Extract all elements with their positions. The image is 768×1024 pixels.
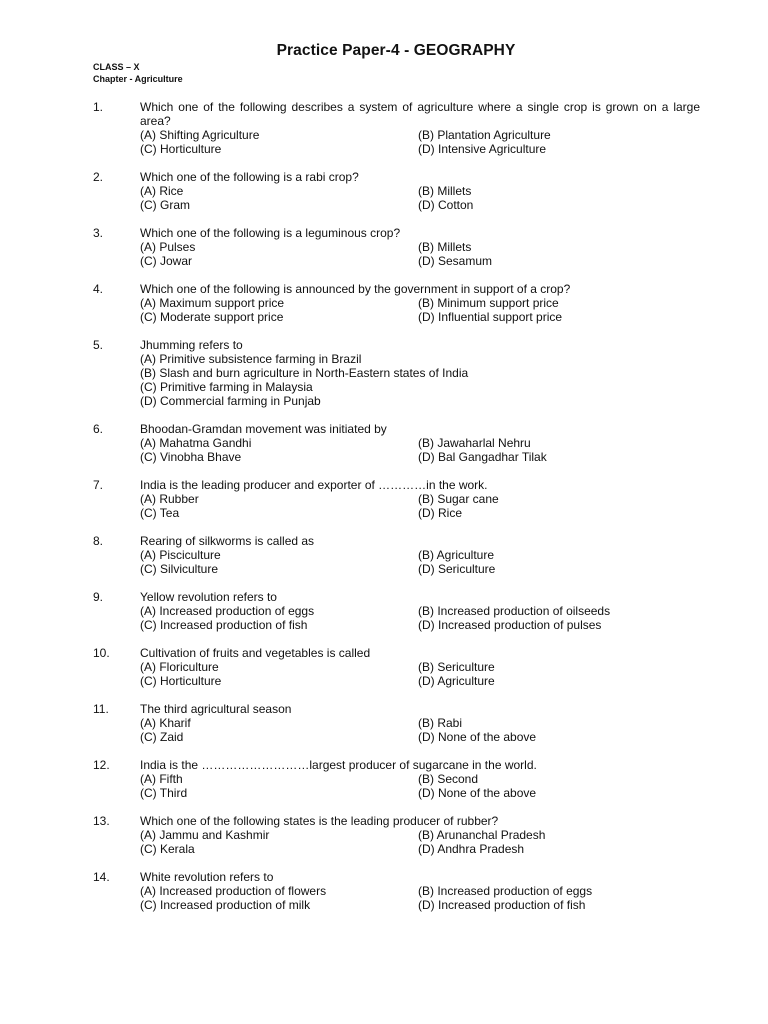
option-row: [140, 184, 768, 198]
answer-options: [140, 436, 768, 464]
option-row: [140, 310, 768, 324]
question-item: [0, 814, 768, 856]
option-row: [140, 506, 768, 520]
answer-option: (D) Andhra Pradesh: [418, 842, 525, 856]
answer-option: (A) Maximum support price: [140, 296, 285, 310]
option-row: [140, 296, 768, 310]
option-row: [140, 828, 768, 842]
answer-option: (B) Rabi: [418, 716, 463, 730]
answer-option: (D) Bal Gangadhar Tilak: [418, 450, 547, 464]
answer-options: [140, 184, 768, 212]
answer-option: (A) Increased production of eggs: [140, 604, 315, 618]
answer-options: [140, 884, 768, 912]
chapter-label: Chapter - Agriculture: [93, 73, 183, 84]
answer-option: (D) Increased production of fish: [418, 898, 586, 912]
question-text: Which one of the following describes a system of agriculture where a single crop is grown on a large area?: [140, 100, 700, 128]
answer-option: (C) Zaid: [140, 730, 184, 744]
answer-option: (D) Influential support price: [418, 310, 563, 324]
question-text: India is the ………………………largest producer of sugarcane in the world.: [140, 758, 537, 772]
class-label: CLASS – X: [93, 62, 140, 72]
question-item: [0, 478, 768, 520]
option-row: [140, 198, 768, 212]
answer-option: (A) Shifting Agriculture: [140, 128, 260, 142]
answer-option: (C) Third: [140, 786, 188, 800]
question-text: Bhoodan-Gramdan movement was initiated by: [140, 422, 387, 436]
answer-option: (B) Agriculture: [418, 548, 495, 562]
question-item: [0, 100, 768, 156]
option-row: [140, 730, 768, 744]
answer-options: [140, 128, 768, 156]
answer-option: (C) Tea: [140, 506, 180, 520]
question-number: 9.: [93, 590, 104, 604]
question-text: Which one of the following is a rabi crop?: [140, 170, 359, 184]
question-text: Cultivation of fruits and vegetables is called: [140, 646, 371, 660]
answer-options: [140, 548, 768, 576]
question-item: [0, 590, 768, 632]
answer-option: (A) Primitive subsistence farming in Brazil: [140, 352, 362, 366]
answer-option: (D) Rice: [418, 506, 462, 520]
question-item: [0, 338, 768, 408]
answer-option: (C) Increased production of milk: [140, 898, 311, 912]
answer-option: (B) Arunanchal Pradesh: [418, 828, 546, 842]
answer-option: (C) Vinobha Bhave: [140, 450, 242, 464]
answer-option: (B) Millets: [418, 240, 472, 254]
answer-option: (B) Jawaharlal Nehru: [418, 436, 531, 450]
question-item: [0, 170, 768, 212]
answer-options: [140, 352, 768, 408]
option-row: [140, 128, 768, 142]
answer-option: (D) None of the above: [418, 730, 537, 744]
question-item: [0, 282, 768, 324]
question-item: [0, 646, 768, 688]
question-text: Which one of the following is a leguminous crop?: [140, 226, 401, 240]
question-text: White revolution refers to: [140, 870, 274, 884]
answer-option: (D) Sericulture: [418, 562, 496, 576]
option-row: [140, 674, 768, 688]
option-row: [140, 436, 768, 450]
question-number: 8.: [93, 534, 104, 548]
question-item: [0, 758, 768, 800]
answer-option: (D) Intensive Agriculture: [418, 142, 547, 156]
option-row: [140, 660, 768, 674]
answer-option: (B) Millets: [418, 184, 472, 198]
answer-options: [140, 772, 768, 800]
question-number: 10.: [93, 646, 110, 660]
answer-option: (C) Increased production of fish: [140, 618, 308, 632]
question-list: [0, 100, 768, 926]
question-item: [0, 422, 768, 464]
option-row: [140, 240, 768, 254]
option-row: [140, 618, 768, 632]
question-number: 13.: [93, 814, 110, 828]
answer-options: [140, 296, 768, 324]
answer-option: (B) Plantation Agriculture: [418, 128, 551, 142]
answer-option: (A) Pisciculture: [140, 548, 221, 562]
question-item: [0, 534, 768, 576]
page-title: Practice Paper-4 - GEOGRAPHY: [276, 42, 516, 59]
answer-option: (A) Rice: [140, 184, 184, 198]
option-row: [140, 772, 768, 786]
answer-option: (D) Sesamum: [418, 254, 493, 268]
answer-option: (C) Moderate support price: [140, 310, 284, 324]
answer-options: [140, 716, 768, 744]
option-row: [140, 548, 768, 562]
question-number: 12.: [93, 758, 110, 772]
option-row: [140, 562, 768, 576]
answer-options: [140, 604, 768, 632]
answer-option: (A) Increased production of flowers: [140, 884, 327, 898]
question-text: Which one of the following states is the leading producer of rubber?: [140, 814, 499, 828]
answer-options: [140, 660, 768, 688]
answer-option: (D) Increased production of pulses: [418, 618, 602, 632]
answer-option: (A) Rubber: [140, 492, 199, 506]
answer-option: (B) Second: [418, 772, 479, 786]
question-number: 4.: [93, 282, 104, 296]
question-text: Jhumming refers to: [140, 338, 243, 352]
option-row: [140, 786, 768, 800]
question-number: 1.: [93, 100, 104, 114]
option-row: [140, 492, 768, 506]
answer-option: (B) Slash and burn agriculture in North-Eastern states of India: [140, 366, 469, 380]
answer-option: (D) Cotton: [418, 198, 474, 212]
answer-options: [140, 492, 768, 520]
option-row: [140, 450, 768, 464]
question-number: 3.: [93, 226, 104, 240]
question-text: Rearing of silkworms is called as: [140, 534, 315, 548]
answer-option: (A) Mahatma Gandhi: [140, 436, 252, 450]
answer-option: (B) Sugar cane: [418, 492, 499, 506]
answer-option: (A) Jammu and Kashmir: [140, 828, 270, 842]
answer-options: [140, 828, 768, 856]
question-number: 7.: [93, 478, 104, 492]
question-number: 5.: [93, 338, 104, 352]
answer-option: (A) Pulses: [140, 240, 196, 254]
question-number: 14.: [93, 870, 110, 884]
answer-option: (D) None of the above: [418, 786, 537, 800]
answer-option: (D) Commercial farming in Punjab: [140, 394, 321, 408]
question-number: 11.: [93, 702, 109, 716]
answer-option: (C) Jowar: [140, 254, 193, 268]
question-item: [0, 702, 768, 744]
option-row: [140, 716, 768, 730]
answer-option: (A) Floriculture: [140, 660, 219, 674]
option-row: [140, 604, 768, 618]
option-row: [140, 884, 768, 898]
question-text: The third agricultural season: [140, 702, 292, 716]
question-number: 2.: [93, 170, 104, 184]
answer-option: (C) Silviculture: [140, 562, 219, 576]
answer-option: (B) Increased production of oilseeds: [418, 604, 611, 618]
option-row: [140, 254, 768, 268]
answer-option: (A) Fifth: [140, 772, 183, 786]
answer-option: (B) Sericulture: [418, 660, 495, 674]
question-number: 6.: [93, 422, 104, 436]
answer-option: (D) Agriculture: [418, 674, 495, 688]
option-row: [140, 842, 768, 856]
question-item: [0, 870, 768, 912]
option-row: [140, 142, 768, 156]
question-item: [0, 226, 768, 268]
answer-option: (C) Horticulture: [140, 674, 222, 688]
answer-option: (C) Primitive farming in Malaysia: [140, 380, 313, 394]
answer-option: (B) Minimum support price: [418, 296, 559, 310]
answer-option: (A) Kharif: [140, 716, 191, 730]
answer-option: (C) Gram: [140, 198, 190, 212]
document-meta: [93, 62, 183, 85]
answer-option: (C) Horticulture: [140, 142, 222, 156]
question-text: India is the leading producer and exporter of …………in the work.: [140, 478, 488, 492]
question-text: Yellow revolution refers to: [140, 590, 277, 604]
question-text: Which one of the following is announced by the government in support of a crop?: [140, 282, 571, 296]
answer-option: (B) Increased production of eggs: [418, 884, 593, 898]
answer-option: (C) Kerala: [140, 842, 195, 856]
answer-options: [140, 240, 768, 268]
option-row: [140, 898, 768, 912]
